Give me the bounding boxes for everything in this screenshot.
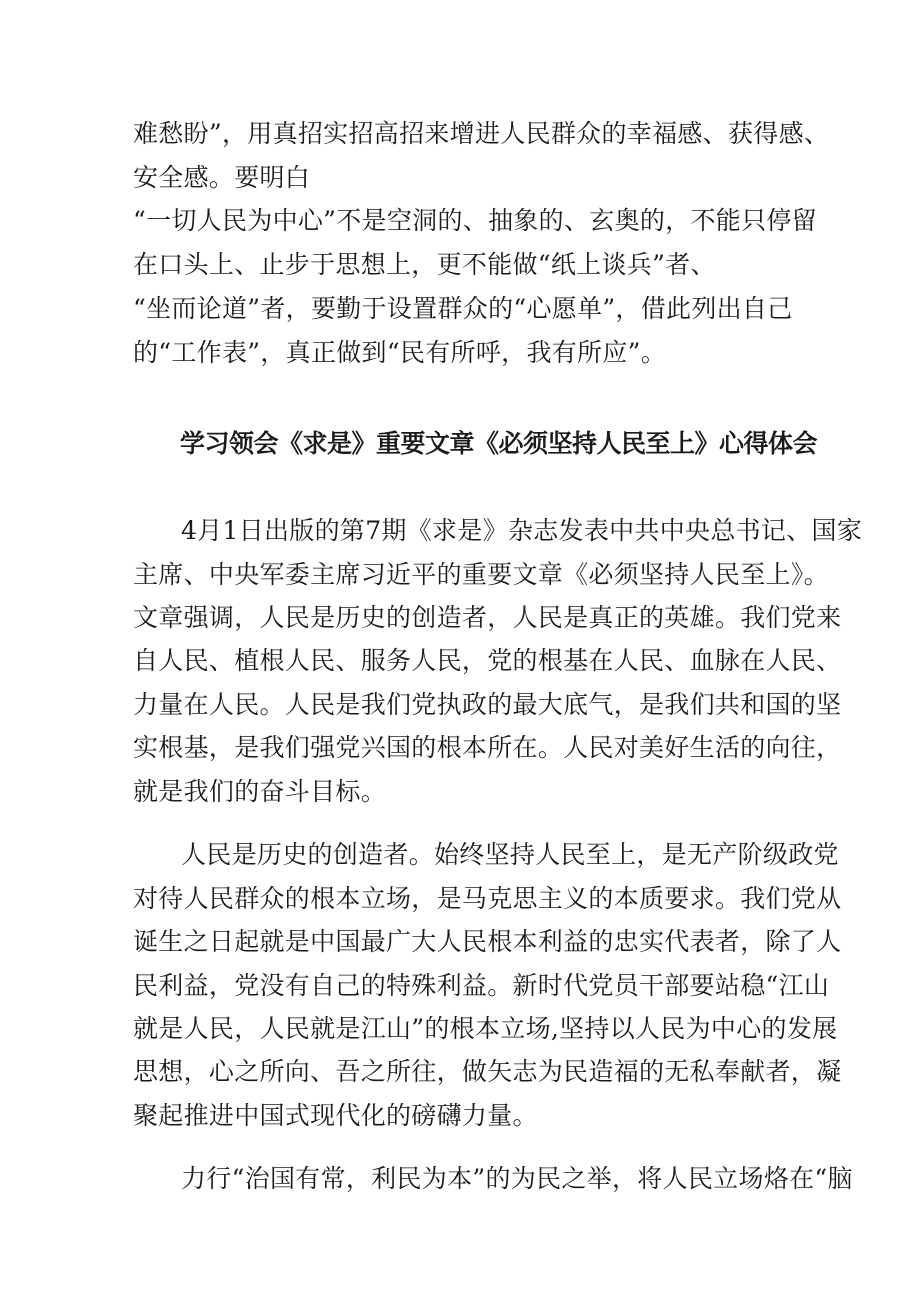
text-line: 力量在人民。人民是我们党执政的最大底气，是我们共和国的坚 (133, 690, 842, 719)
text-line: 在口头上、止步于思想上，更不能做“纸上谈兵”者、 (133, 250, 716, 279)
text-line: 主席、中央军委主席习近平的重要文章《必须坚持人民至上》。 (133, 560, 829, 589)
text-line: 实根基，是我们强党兴国的根本所在。人民对美好生活的向往， (133, 733, 842, 762)
text-line: 就是人民，人民就是江山”的根本立场,坚持以人民为中心的发展 (133, 1014, 838, 1043)
text-line: 安全感。要明白 (133, 163, 311, 192)
text-line: 力行“治国有常，利民为本”的为民之举，将人民立场烙在“脑 (181, 1164, 853, 1193)
text-line: 聚起推进中国式现代化的磅礴力量。 (133, 1101, 538, 1130)
article-title: 学习领会《求是》重要文章《必须坚持人民至上》心得体会 (180, 429, 818, 458)
text-line: 诞生之日起就是中国最广大人民根本利益的忠实代表者，除了人 (133, 927, 842, 956)
text-line: 人民是历史的创造者。始终坚持人民至上，是无产阶级政党 (181, 840, 839, 869)
text-line: 4月1日出版的第7期《求是》杂志发表中共中央总书记、国家 (181, 516, 863, 545)
text-line: 难愁盼”，用真招实招高招来增进人民群众的幸福感、获得感、 (133, 119, 830, 148)
text-line: 对待人民群众的根本立场，是马克思主义的本质要求。我们党从 (133, 884, 842, 913)
text-line: 自人民、植根人民、服务人民，党的根基在人民、血脉在人民、 (133, 646, 842, 675)
text-line: 就是我们的奋斗目标。 (133, 777, 387, 806)
text-line: 文章强调，人民是历史的创造者，人民是真正的英雄。我们党来 (133, 603, 842, 632)
text-line: 的“工作表”，真正做到“民有所呼，我有所应”。 (133, 338, 667, 367)
text-line: “一切人民为中心”不是空洞的、抽象的、玄奥的，不能只停留 (133, 206, 817, 235)
text-line: “坐而论道”者，要勤于设置群众的“心愿单”，借此列出自己 (133, 294, 793, 323)
text-line: 民利益，党没有自己的特殊利益。新时代党员干部要站稳“江山 (133, 971, 830, 1000)
text-line: 思想，心之所向、吾之所往，做矢志为民造福的无私奉献者，凝 (133, 1057, 842, 1086)
